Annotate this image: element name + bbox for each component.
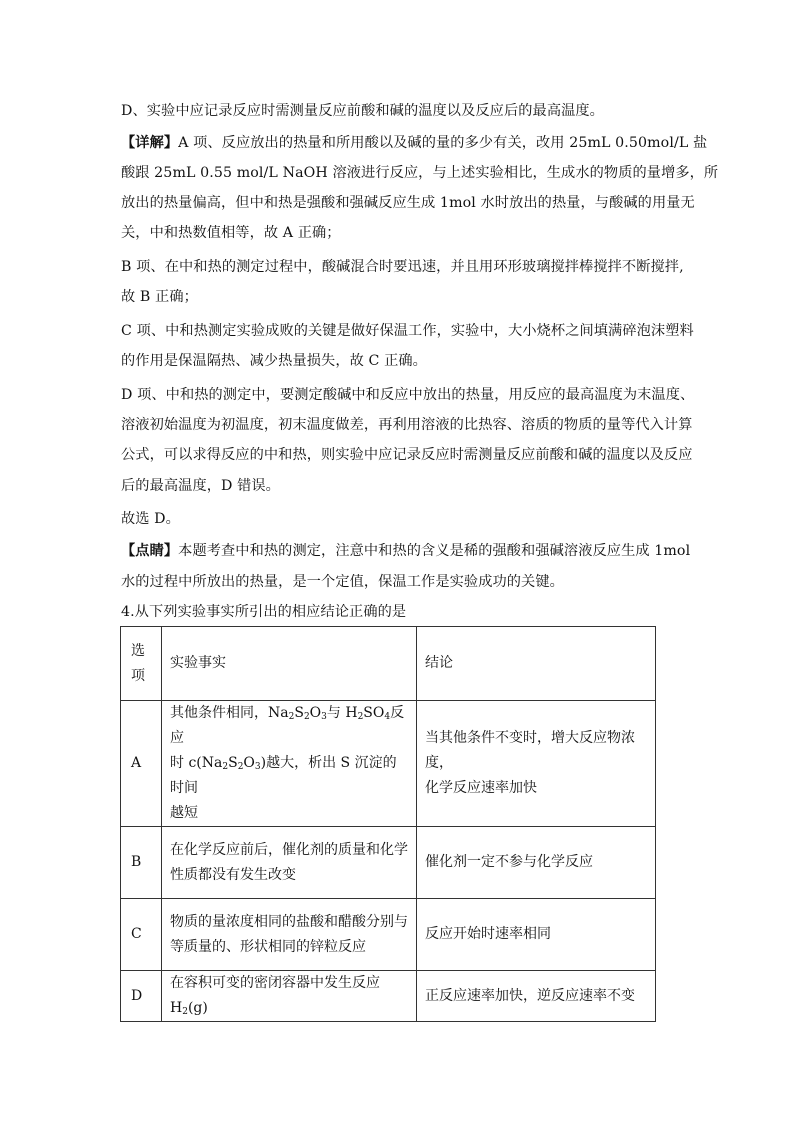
item-b-line-2: 故 B 正确；	[121, 289, 198, 305]
option-d-line: D、实验中应记录反应时需测量反应前酸和碱的温度以及反应后的最高温度。	[121, 103, 604, 119]
experiment-table	[120, 626, 656, 1022]
explanation-line-3: 放出的热量偏高，但中和热是强酸和强碱反应生成 1mol 水时放出的热量，与酸碱的用量无	[121, 195, 695, 211]
table-header-row	[121, 627, 656, 701]
item-d-line-1: D 项、中和热的测定中，要测定酸碱中和反应中放出的热量，用反应的最高温度为末温度、	[121, 387, 695, 403]
row-b-fact-line-2: 性质都没有发生改变	[170, 866, 296, 883]
remark-tag: 【点睛】	[121, 543, 179, 559]
table-row-d	[121, 971, 656, 1022]
row-a-fact-line-1: 其他条件相同，$Na_2S_2O_3$与 $H_2SO_4$反应	[170, 705, 405, 746]
explanation-line-1	[121, 133, 708, 153]
explanation-tag: 【详解】	[121, 135, 179, 151]
row-b-conclusion: 催化剂一定不参与化学反应	[417, 827, 656, 899]
remark-text: 本题考查中和热的测定，注意中和热的含义是稀的强酸和强碱溶液反应生成 1mol	[178, 543, 691, 559]
explanation-line-4: 关，中和热数值相等，故 A 正确；	[121, 225, 341, 241]
header-option-l1: 选	[131, 642, 145, 659]
question-4-title: 4.从下列实验事实所引出的相应结论正确的是	[121, 604, 407, 620]
header-fact: 实验事实	[162, 627, 417, 701]
row-a-fact-line-2: 时 $c(Na_2S_2O_3)$越大，析出 S 沉淀的时间	[170, 755, 397, 796]
row-a-option: A	[121, 701, 162, 827]
item-d-line-4: 后的最高温度，D 错误。	[121, 478, 280, 494]
header-option	[121, 627, 162, 701]
row-d-option: D	[121, 971, 162, 1022]
row-b-fact	[162, 827, 417, 899]
row-b-option: B	[121, 827, 162, 899]
item-b-line-1: B 项、在中和热的测定过程中，酸碱混合时要迅速，并且用环形玻璃搅拌棒搅拌不断搅拌,	[121, 259, 684, 275]
row-c-fact	[162, 899, 417, 971]
table-row-b	[121, 827, 656, 899]
row-a-fact	[162, 701, 417, 827]
remark-line-1	[121, 541, 691, 561]
row-a-conclusion	[417, 701, 656, 827]
row-c-fact-line-2: 等质量的、形状相同的锌粒反应	[170, 938, 366, 955]
explanation-text: A 项、反应放出的热量和所用酸以及碱的量的多少有关，改用 25mL 0.50mol/L 盐	[178, 135, 708, 151]
row-c-conclusion: 反应开始时速率相同	[417, 899, 656, 971]
item-d-line-2: 溶液初始温度为初温度，初末温度做差，再利用溶液的比热容、溶质的物质的量等代入计算	[121, 417, 693, 433]
header-conclusion: 结论	[417, 627, 656, 701]
row-c-fact-line-1: 物质的量浓度相同的盐酸和醋酸分别与	[170, 913, 408, 930]
item-c-line-1: C 项、中和热测定实验成败的关键是做好保温工作，实验中，大小烧杯之间填满碎泡沫塑料	[121, 323, 694, 339]
table-row-c	[121, 899, 656, 971]
item-c-line-2: 的作用是保温隔热、减少热量损失，故 C 正确。	[121, 353, 427, 369]
row-b-fact-line-1: 在化学反应前后，催化剂的质量和化学	[170, 841, 408, 858]
item-d-line-3: 公式，可以求得反应的中和热，则实验中应记录反应时需测量反应前酸和碱的温度以及反应	[121, 447, 693, 463]
row-a-conclusion-line-2: 化学反应速率加快	[425, 780, 537, 796]
row-a-fact-line-3: 越短	[170, 805, 198, 821]
row-a-conclusion-line-1: 当其他条件不变时，增大反应物浓度，	[425, 730, 635, 771]
row-d-fact: 在容积可变的密闭容器中发生反应 $H_2(g)$	[162, 971, 417, 1022]
explanation-line-2: 酸跟 25mL 0.55 mol/L NaOH 溶液进行反应，与上述实验相比，生成水的物质的量增多，所	[121, 165, 719, 181]
remark-line-2: 水的过程中所放出的热量，是一个定值，保温工作是实验成功的关键。	[121, 574, 564, 590]
header-option-l2: 项	[131, 667, 145, 684]
table-row-a	[121, 701, 656, 827]
row-d-conclusion: 正反应速率加快，逆反应速率不变	[417, 971, 656, 1022]
answer-line: 故选 D。	[121, 511, 180, 527]
row-c-option: C	[121, 899, 162, 971]
